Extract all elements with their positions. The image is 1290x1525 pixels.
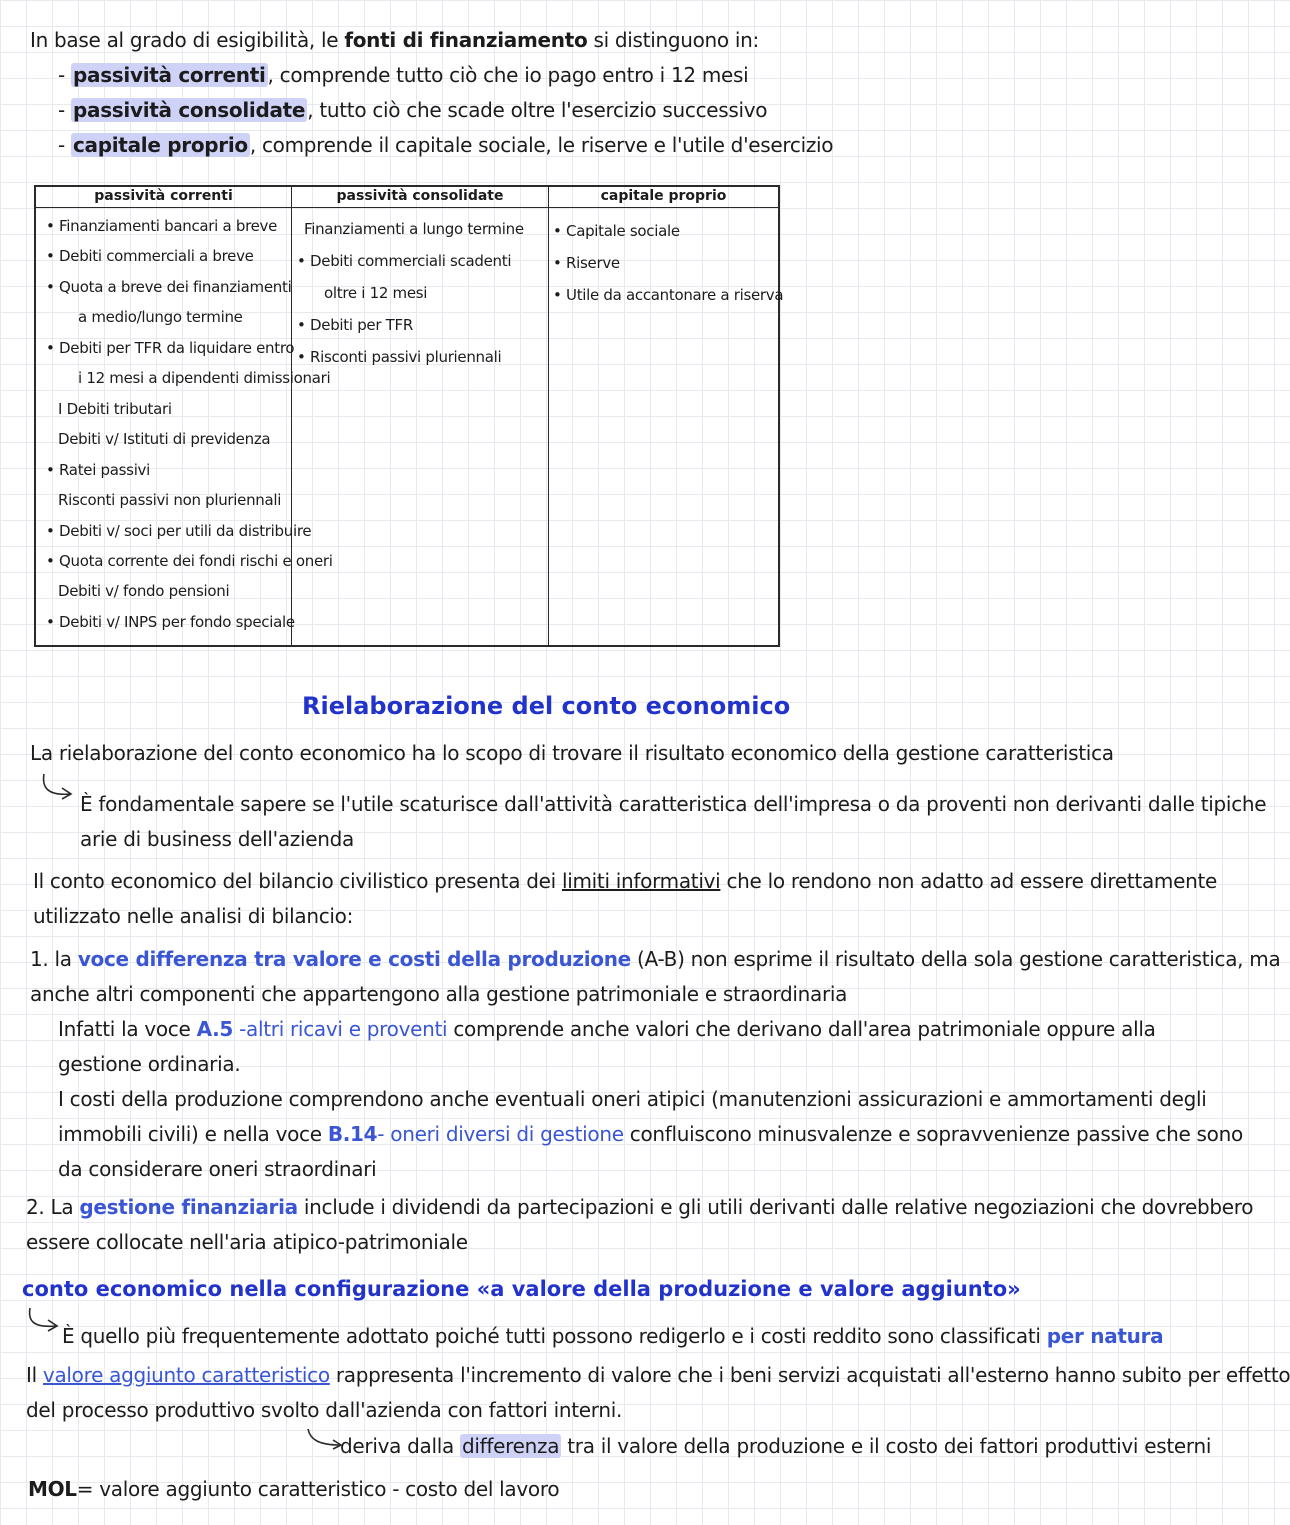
mol-label: MOL <box>28 1477 77 1501</box>
liabilities-table <box>34 185 784 647</box>
table-column-capitale <box>549 187 784 645</box>
table-cell: • Utile da accantonare a riserva <box>553 286 784 304</box>
table-cell: a medio/lungo termine <box>78 308 243 326</box>
blue-code: A.5 <box>196 1017 234 1041</box>
table-cell: i 12 mesi a dipendenti dimissionari <box>78 369 331 387</box>
table-cell: • Riserve <box>553 254 620 272</box>
underlined-term: valore aggiunto caratteristico <box>42 1363 330 1387</box>
intro-line <box>30 28 759 52</box>
paragraph <box>30 947 1280 971</box>
text: confluiscono minusvalenze e sopravvenienze passive che sono <box>623 1122 1243 1146</box>
paragraph: gestione ordinaria. <box>58 1052 241 1076</box>
text: che lo rendono non adatto ad essere direttamente <box>720 869 1218 893</box>
table-cell: • Debiti v/ soci per utili da distribuire <box>46 522 312 540</box>
paragraph <box>26 1363 1290 1387</box>
table-header: capitale proprio <box>600 188 727 204</box>
item-text: , comprende il capitale sociale, le riserve e l'utile d'esercizio <box>249 133 834 157</box>
text: comprende anche valori che derivano dall'area patrimoniale oppure alla <box>447 1017 1156 1041</box>
paragraph: È fondamentale sapere se l'utile scaturisce dall'attività caratteristica dell'impresa o da proventi non derivanti dalle tipiche <box>80 792 1267 816</box>
table-cell: • Finanziamenti bancari a breve <box>46 217 278 235</box>
paragraph: da considerare oneri straordinari <box>58 1157 377 1181</box>
table-header: passività consolidate <box>336 188 504 204</box>
dash: - <box>58 133 71 157</box>
blue-term: -altri ricavi e proventi <box>233 1017 448 1041</box>
text: È quello più frequentemente adottato poiché tutti possono redigerlo e i costi reddito sono classificati <box>62 1324 1047 1348</box>
text: Il <box>26 1363 43 1387</box>
table-cell: Debiti v/ fondo pensioni <box>58 582 230 600</box>
paragraph: arie di business dell'azienda <box>80 827 354 851</box>
section-title: conto economico nella configurazione «a valore della produzione e valore aggiunto» <box>22 1277 1021 1301</box>
highlight-term: passività consolidate <box>72 98 306 122</box>
text: include i dividendi da partecipazioni e gli utili derivanti dalle relative negoziazioni che dovrebbero <box>297 1195 1254 1219</box>
table-cell: Finanziamenti a lungo termine <box>304 220 524 238</box>
paragraph <box>62 1324 1163 1348</box>
table-cell: • Debiti commerciali scadenti <box>297 252 512 270</box>
blue-code: B.14 <box>327 1122 378 1146</box>
mol-formula: = valore aggiunto caratteristico - costo del lavoro <box>76 1477 560 1501</box>
dash: - <box>58 63 71 87</box>
blue-term: - oneri diversi di gestione <box>377 1122 624 1146</box>
intro-text-a: In base al grado di esigibilità, le <box>30 28 345 52</box>
text: (A-B) non esprime il risultato della sola gestione caratteristica, ma <box>630 947 1281 971</box>
paragraph: La rielaborazione del conto economico ha lo scopo di trovare il risultato economico della gestione caratteristica <box>30 741 1114 765</box>
arrow-icon <box>40 772 80 804</box>
text: rappresenta l'incremento di valore che i beni servizi acquistati all'esterno hanno subito per effetto <box>329 1363 1290 1387</box>
table-cell: • Capitale sociale <box>553 222 680 240</box>
paragraph: essere collocate nell'aria atipico-patrimoniale <box>26 1230 468 1254</box>
table-cell: • Debiti v/ INPS per fondo speciale <box>46 613 295 631</box>
paragraph <box>58 1017 1156 1041</box>
table-cell: • Debiti per TFR da liquidare entro <box>46 339 295 357</box>
blue-term: gestione finanziaria <box>79 1195 298 1219</box>
table-cell: • Quota a breve dei finanziamenti <box>46 278 292 296</box>
underlined-term: limiti informativi <box>561 869 721 893</box>
paragraph <box>58 1122 1243 1146</box>
section-title: Rielaborazione del conto economico <box>302 692 791 720</box>
table-cell: Risconti passivi non pluriennali <box>58 491 282 509</box>
text: tra il valore della produzione e il costo dei fattori produttivi esterni <box>561 1434 1212 1458</box>
arrow-icon <box>26 1306 66 1336</box>
paragraph <box>26 1195 1253 1219</box>
paragraph: I costi della produzione comprendono anche eventuali oneri atipici (manutenzioni assicurazioni e ammortamenti degli <box>58 1087 1207 1111</box>
table-cell: • Risconti passivi pluriennali <box>297 348 502 366</box>
table-column-consolidate <box>292 187 549 645</box>
table-cell: oltre i 12 mesi <box>324 284 428 302</box>
paragraph <box>340 1434 1211 1458</box>
formula <box>28 1477 559 1501</box>
item-text: , comprende tutto ciò che io pago entro i 12 mesi <box>267 63 749 87</box>
dash: - <box>58 98 71 122</box>
table-cell: • Quota corrente dei fondi rischi e oneri <box>46 552 333 570</box>
list-item <box>58 98 767 122</box>
text: 1. la <box>30 947 78 971</box>
text: Il conto economico del bilancio civilistico presenta dei <box>33 869 562 893</box>
text: 2. La <box>26 1195 80 1219</box>
table-cell: Debiti v/ Istituti di previdenza <box>58 430 271 448</box>
text: deriva dalla <box>340 1434 461 1458</box>
highlight-term: capitale proprio <box>72 133 248 157</box>
paragraph: del processo produttivo svolto dall'azienda con fattori interni. <box>26 1398 623 1422</box>
highlight-term: differenza <box>462 1434 560 1458</box>
blue-term: per natura <box>1046 1324 1164 1348</box>
list-item <box>58 133 833 157</box>
list-item <box>58 63 748 87</box>
blue-term: voce differenza tra valore e costi della produzione <box>77 947 631 971</box>
intro-text-c: si distinguono in: <box>587 28 759 52</box>
paragraph: utilizzato nelle analisi di bilancio: <box>33 904 354 928</box>
table-column-correnti <box>36 187 333 645</box>
table-header: passività correnti <box>94 188 233 204</box>
text: Infatti la voce <box>58 1017 197 1041</box>
item-text: , tutto ciò che scade oltre l'esercizio successivo <box>307 98 768 122</box>
paragraph <box>33 869 1217 893</box>
table-cell: • Debiti per TFR <box>297 316 413 334</box>
intro-term: fonti di finanziamento <box>344 28 588 52</box>
highlight-term: passività correnti <box>72 63 266 87</box>
text: immobili civili) e nella voce <box>58 1122 328 1146</box>
paragraph: anche altri componenti che appartengono alla gestione patrimoniale e straordinaria <box>30 982 848 1006</box>
table-cell: • Debiti commerciali a breve <box>46 247 254 265</box>
table-cell: • Ratei passivi <box>46 461 151 479</box>
table-cell: I Debiti tributari <box>58 400 172 418</box>
